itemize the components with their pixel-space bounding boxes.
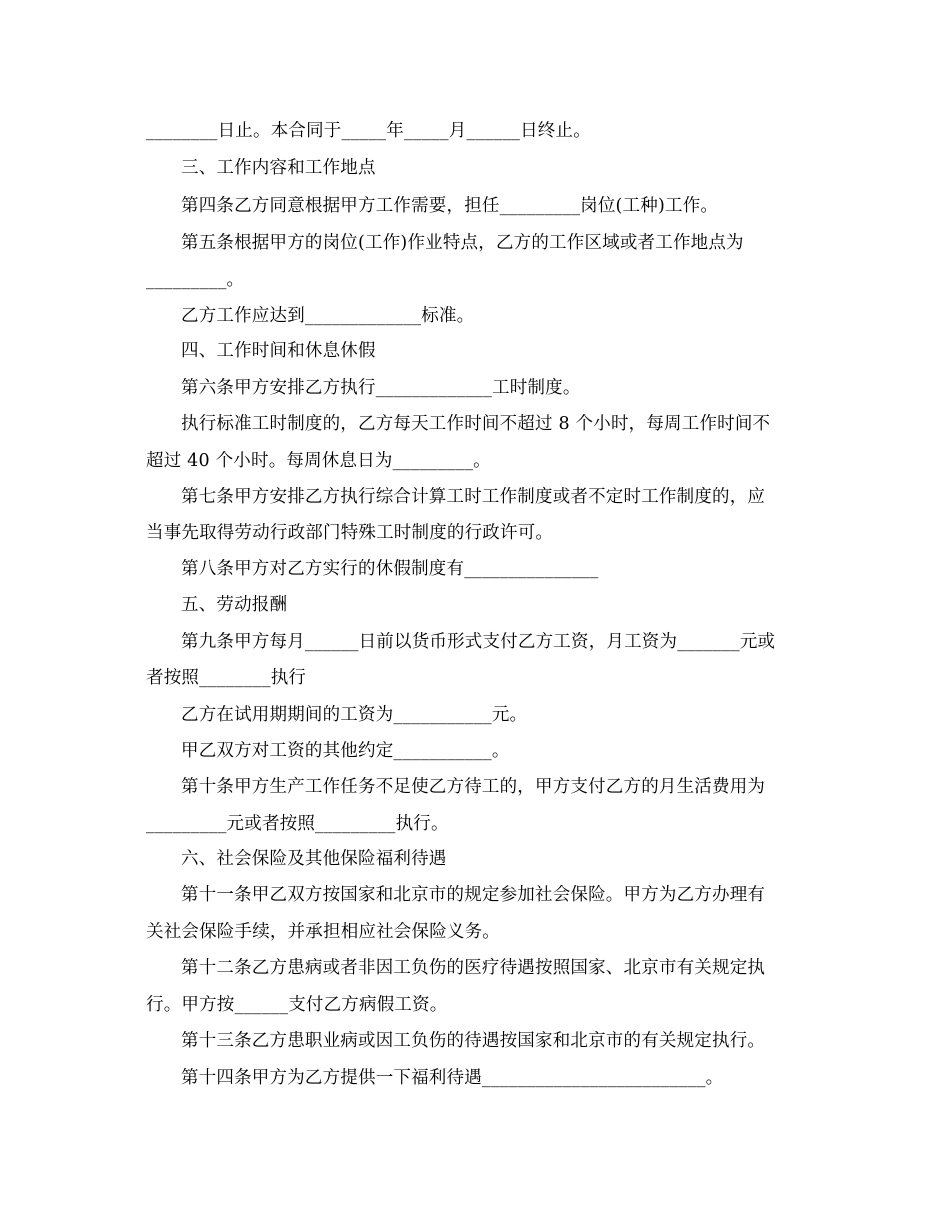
standard-hours-continuation: 超过 40 个小时。每周休息日为_________。 [146,451,491,471]
article-11-continuation: 关社会保险手续，并承担相应社会保险义务。 [146,922,500,942]
article-14-text: 第十四条甲方为乙方提供一下福利待遇_________________________。 [181,1068,724,1088]
article-5-continuation: _________。 [146,270,245,290]
standard-hours-text: 执行标准工时制度的，乙方每天工作时间不超过 8 个小时，每周工作时间不 [181,414,771,434]
section-heading-social-insurance: 六、社会保险及其他保险福利待遇 [181,849,447,869]
probation-salary-text: 乙方在试用期期间的工资为___________元。 [181,705,528,725]
article-6-text: 第六条甲方安排乙方执行_____________工时制度。 [181,378,581,398]
article-11-text: 第十一条甲乙双方按国家和北京市的规定参加社会保险。甲方为乙方办理有 [181,885,766,905]
work-standard-text: 乙方工作应达到_____________标准。 [181,306,475,326]
article-12-text: 第十二条乙方患病或者非因工负伤的医疗待遇按照国家、北京市有关规定执 [181,958,766,978]
contract-term-end-line: ________日止。本合同于_____年_____月______日终止。 [146,121,591,141]
article-7-text: 第七条甲方安排乙方执行综合计算工时工作制度或者不定时工作制度的，应 [181,487,766,507]
article-5-text: 第五条根据甲方的岗位(工作)作业特点，乙方的工作区域或者工作地点为 [181,233,744,253]
other-salary-agreement-text: 甲乙双方对工资的其他约定___________。 [181,741,510,761]
article-13-text: 第十三条乙方患职业病或因工负伤的待遇按国家和北京市的有关规定执行。 [181,1031,766,1051]
article-10-continuation: _________元或者按照_________执行。 [146,814,449,834]
article-9-text: 第九条甲方每月______日前以货币形式支付乙方工资，月工资为_______元或 [181,632,776,652]
section-heading-compensation: 五、劳动报酬 [181,595,288,615]
article-4-text: 第四条乙方同意根据甲方工作需要，担任_________岗位(工种)工作。 [181,196,719,216]
article-12-continuation: 行。甲方按______支付乙方病假工资。 [146,995,448,1015]
section-heading-work-content: 三、工作内容和工作地点 [181,158,376,178]
article-10-text: 第十条甲方生产工作任务不足使乙方待工的，甲方支付乙方的月生活费用为 [181,777,766,797]
article-7-continuation: 当事先取得劳动行政部门特殊工时制度的行政许可。 [146,523,554,543]
article-8-text: 第八条甲方对乙方实行的休假制度有_______________ [181,559,599,579]
section-heading-work-hours: 四、工作时间和休息休假 [181,341,376,361]
article-9-continuation: 者按照________执行 [146,668,307,688]
